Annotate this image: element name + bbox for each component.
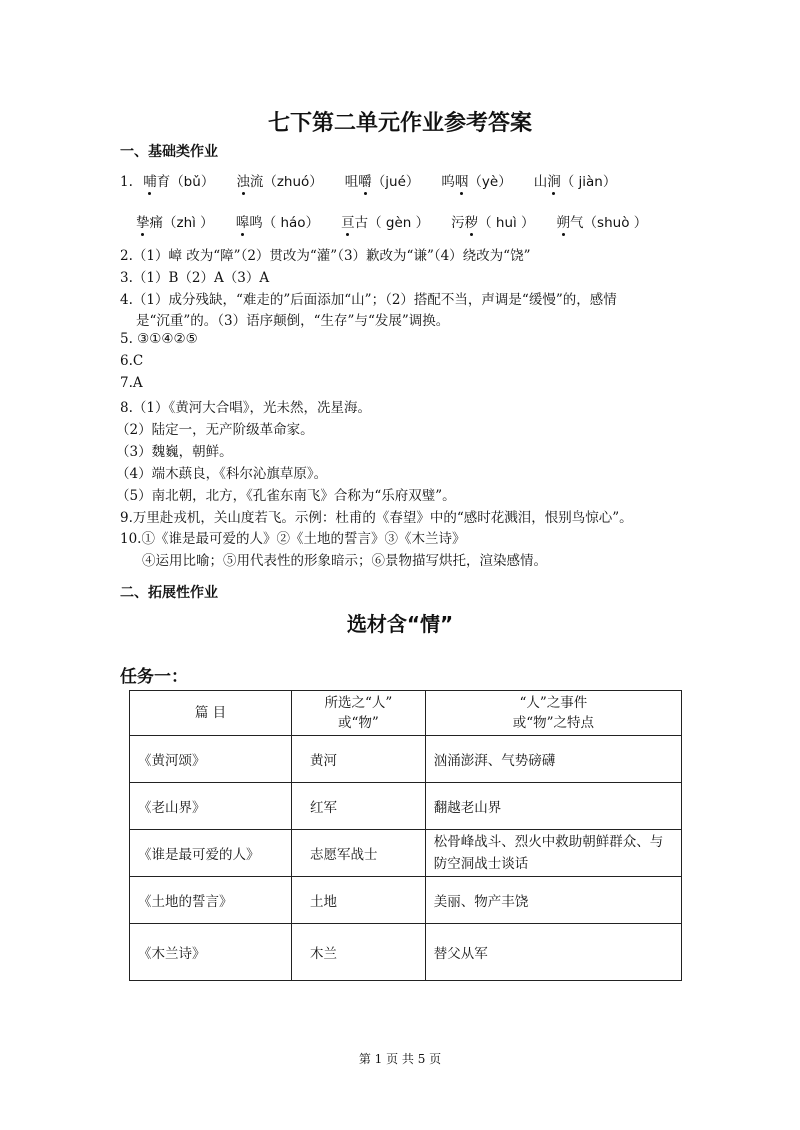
q4-answer-line2: 是“沉重”的。（3）语序颠倒，“生存”与“发展”调换。 bbox=[136, 313, 450, 329]
q8-answer-5: （5）南北朝，北方，《孔雀东南飞》合称为“乐府双璧”。 bbox=[116, 488, 456, 504]
q1-row2 bbox=[136, 211, 669, 231]
table-row bbox=[130, 924, 682, 981]
table-cell: 松骨峰战斗、烈火中救助朝鲜群众、与防空洞战士谈话 bbox=[425, 830, 681, 877]
q8-answer-3: （3）魏巍，朝鲜。 bbox=[116, 444, 233, 460]
q10-answer-line1: 10.①《谁是最可爱的人》②《土地的誓言》③《木兰诗》 bbox=[120, 531, 466, 547]
pinyin-item: 哺育（bǔ） bbox=[143, 174, 215, 190]
pinyin-item: 呜咽（yè） bbox=[441, 174, 512, 190]
pinyin-item: 山涧（ jiàn） bbox=[533, 174, 617, 190]
q5-answer: 5. ③①④②⑤ bbox=[120, 331, 198, 347]
table-cell: 黄河 bbox=[292, 736, 426, 783]
q2-answer: 2.（1）嶂 改为“障”（2）贯改为“灌”（3）歉改为“谦”（4）绕改为“饶” bbox=[120, 248, 531, 264]
pinyin-item: 污秽（ huì ） bbox=[451, 215, 535, 231]
q1-number: 1. bbox=[120, 174, 133, 190]
pinyin-item: 嗥鸣（ háo） bbox=[235, 215, 320, 231]
task-table bbox=[129, 690, 682, 981]
section-heading-extended: 二、拓展性作业 bbox=[120, 585, 218, 601]
table-cell: 替父从军 bbox=[425, 924, 681, 981]
pinyin-item: 亘古（ gèn ） bbox=[341, 215, 430, 231]
table-cell: 《谁是最可爱的人》 bbox=[130, 830, 292, 877]
table-cell: 《木兰诗》 bbox=[130, 924, 292, 981]
q6-answer: 6.C bbox=[120, 353, 144, 369]
table-cell: 《老山界》 bbox=[130, 783, 292, 830]
page-footer: 第 1 页 共 5 页 bbox=[358, 1052, 442, 1066]
pinyin-item: 浊流（zhuó） bbox=[236, 174, 323, 190]
table-cell: 《黄河颂》 bbox=[130, 736, 292, 783]
table-cell: 翻越老山界 bbox=[425, 783, 681, 830]
pinyin-item: 咀嚼（jué） bbox=[344, 174, 420, 190]
table-cell: 汹涌澎湃、气势磅礴 bbox=[425, 736, 681, 783]
table-cell: 土地 bbox=[292, 877, 426, 924]
table-cell: 红军 bbox=[292, 783, 426, 830]
table-row bbox=[130, 877, 682, 924]
table-row bbox=[130, 783, 682, 830]
header-cell: 篇 目 bbox=[130, 691, 292, 736]
q8-answer-2: （2）陆定一，无产阶级革命家。 bbox=[116, 422, 314, 438]
table-row bbox=[130, 830, 682, 877]
table-cell: 志愿军战士 bbox=[292, 830, 426, 877]
table-header-row bbox=[130, 691, 682, 736]
table-cell: 木兰 bbox=[292, 924, 426, 981]
table-row bbox=[130, 736, 682, 783]
q9-answer: 9.万里赴戎机，关山度若飞。示例：杜甫的《春望》中的“感时花溅泪，恨别鸟惊心”。 bbox=[120, 510, 633, 526]
header-cell: 所选之“人” 或“物” bbox=[292, 691, 426, 736]
q10-answer-line2: ④运用比喻；⑤用代表性的形象暗示；⑥景物描写烘托，渲染感情。 bbox=[142, 553, 547, 569]
page-title: 七下第二单元作业参考答案 bbox=[267, 111, 532, 136]
section-subtitle: 选材含“情” bbox=[346, 612, 454, 636]
q8-answer-1: 8.（1）《黄河大合唱》，光未然，冼星海。 bbox=[120, 400, 371, 416]
q7-answer: 7.A bbox=[120, 375, 143, 391]
header-cell: “人”之事件 或“物”之特点 bbox=[425, 691, 681, 736]
q3-answer: 3.（1）B（2）A（3）A bbox=[120, 270, 270, 286]
pinyin-item: 挚痛（zhì ） bbox=[136, 215, 214, 231]
q1-row1 bbox=[120, 170, 638, 190]
task-heading: 任务一： bbox=[120, 667, 188, 687]
q4-answer-line1: 4.（1）成分残缺，“难走的”后面添加“山”；（2）搭配不当，声调是“缓慢”的，感情 bbox=[120, 292, 617, 308]
pinyin-item: 朔气（shuò ） bbox=[556, 215, 648, 231]
section-heading-basic: 一、基础类作业 bbox=[120, 144, 218, 160]
q8-answer-4: （4）端木蕻良，《科尔沁旗草原》。 bbox=[116, 466, 328, 482]
table-cell: 美丽、物产丰饶 bbox=[425, 877, 681, 924]
table-cell: 《土地的誓言》 bbox=[130, 877, 292, 924]
